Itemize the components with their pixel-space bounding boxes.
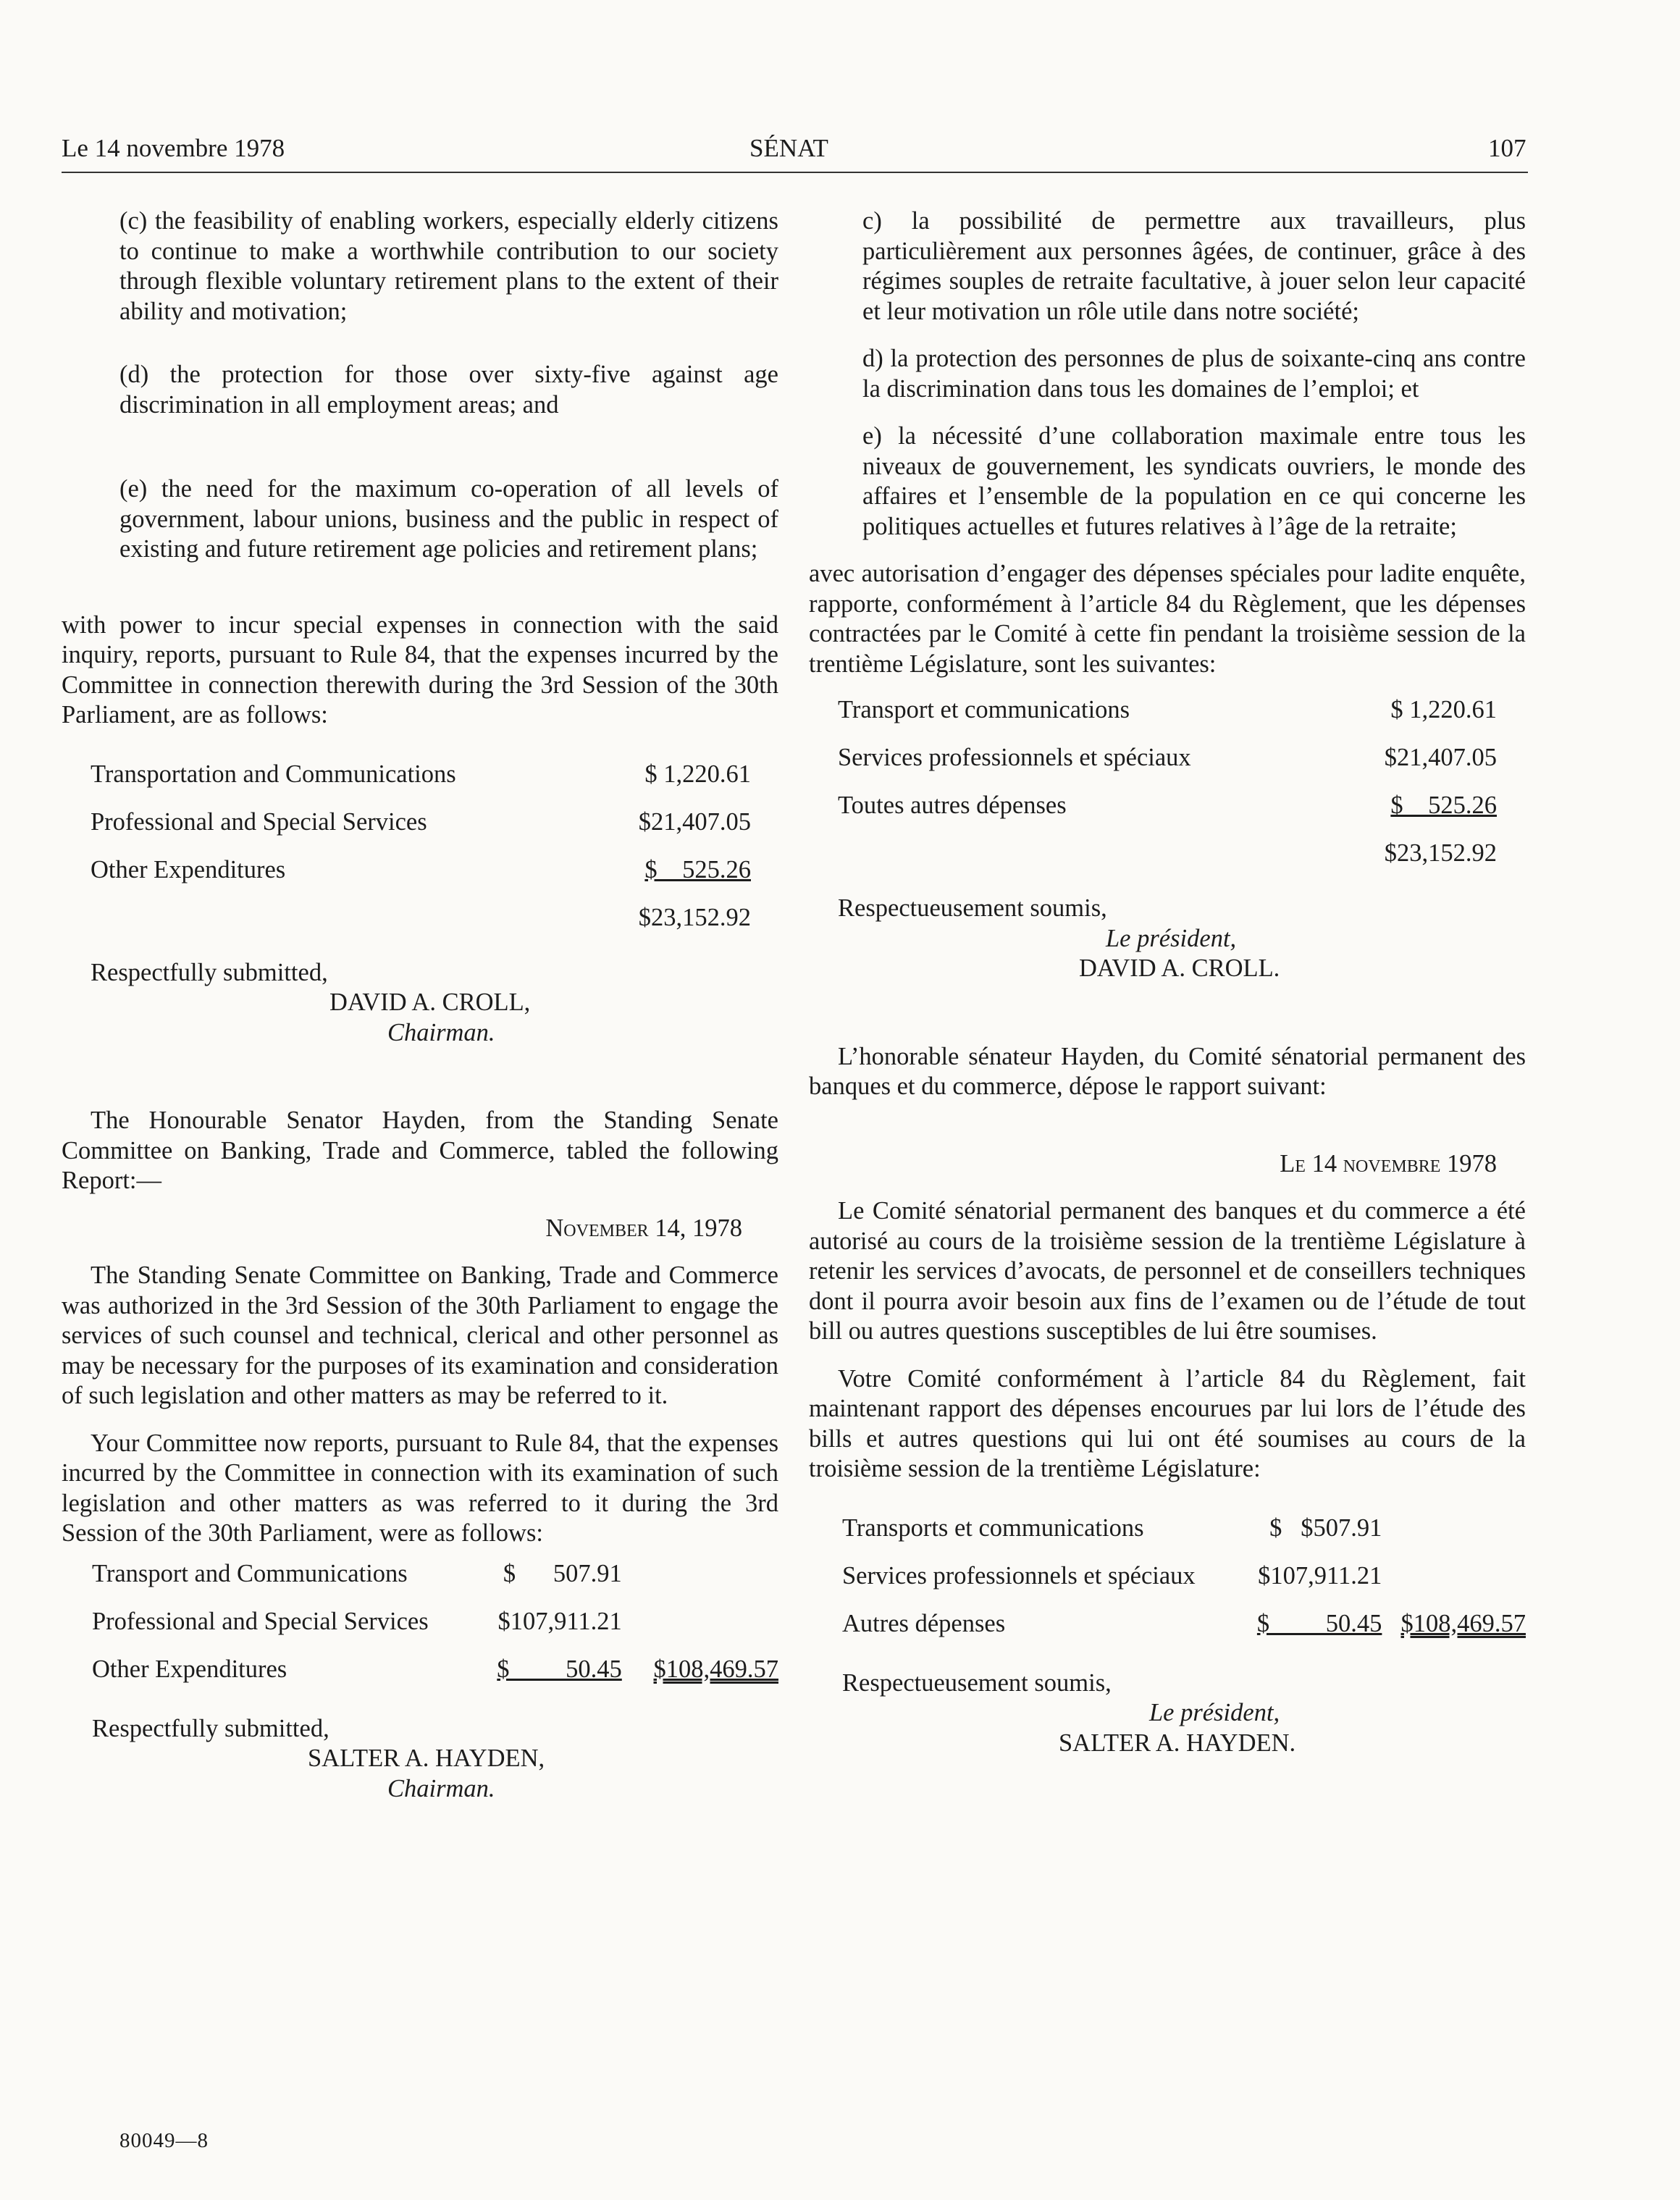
expense-total: $108,469.57	[1400, 1609, 1526, 1637]
expense-label: Transport et communications	[838, 696, 1130, 724]
expense-amount: $107,911.21	[1258, 1561, 1382, 1590]
expense-label: Autres dépenses	[842, 1609, 1006, 1637]
table-row	[92, 1598, 778, 1646]
expense-amount: $ 50.45	[497, 1655, 622, 1683]
expenses-table-1	[838, 687, 1497, 878]
table-row	[92, 1646, 778, 1694]
expense-amount: $ 50.45	[1256, 1609, 1382, 1637]
expense-label: Services professionnels et spéciaux	[842, 1561, 1196, 1590]
expense-amount: $ 1,220.61	[644, 760, 751, 788]
report-date: November 14, 1978	[545, 1214, 742, 1242]
table-row	[92, 1550, 778, 1598]
power-paragraph: avec autorisation d’engager des dépenses spéciales pour ladite enquête, rapporte, conformément à l’article 84 du Règlement, que les dépenses contractées par le Comité à cette fin pendant la troisième session de la trentième Législature, sont les suivantes:	[809, 560, 1526, 678]
signer-name: DAVID A. CROLL.	[1079, 954, 1280, 982]
expense-label: Professional and Special Services	[92, 1607, 429, 1635]
expense-total	[1382, 1505, 1526, 1553]
report-paragraph-2: Votre Comité conformément à l’article 84 du Règlement, fait maintenant rapport des dépenses encourues par lui lors de l’étude des bills et autres questions qui lui ont été soumises au cours de la troisième session de la trentième Législature:	[809, 1364, 1526, 1482]
expense-label: Professional and Special Services	[91, 807, 427, 836]
table-row	[838, 830, 1497, 878]
table-row	[842, 1600, 1526, 1648]
expenses-table-2	[842, 1505, 1526, 1648]
signer-name: SALTER A. HAYDEN,	[308, 1745, 545, 1772]
english-column	[62, 206, 778, 1804]
item-d: d) la protection des personnes de plus de soixante-cinq ans contre la discrimination dans tous les domaines de l’emploi; et	[862, 345, 1526, 403]
expenses-table-1	[91, 751, 751, 942]
expense-label: Services professionnels et spéciaux	[838, 744, 1191, 772]
table-row	[838, 687, 1497, 734]
table-row	[91, 751, 751, 799]
report-intro: The Honourable Senator Hayden, from the Standing Senate Committee on Banking, Trade and Commerce, tabled the following Report:—	[62, 1107, 778, 1194]
signer-role: Le président,	[1106, 924, 1237, 952]
report-paragraph-1: The Standing Senate Committee on Banking, Trade and Commerce was authorized in the 3rd Session of the 30th Parliament to engage the services of such counsel and technical, clerical and other personnel as may be necessary for the purposes of its examination and consideration of such legislation and other matters as may be referred to it.	[62, 1261, 778, 1409]
expense-amount: $107,911.21	[497, 1607, 622, 1635]
expense-amount: $21,407.05	[1384, 744, 1497, 772]
table-row	[842, 1553, 1526, 1600]
header-title: SÉNAT	[749, 134, 828, 162]
table-row	[91, 894, 751, 942]
french-column	[809, 206, 1526, 1758]
signer-role: Chairman.	[387, 1018, 495, 1046]
table-row	[838, 782, 1497, 830]
submitted-text: Respectueusement soumis,	[838, 894, 1107, 922]
item-c: (c) the feasibility of enabling workers, especially elderly citizens to continue to make a worthwhile contribution to our society through flexible voluntary retirement plans to the extent of their ability and motivation;	[119, 207, 778, 325]
expense-amount: $ 525.26	[1390, 792, 1497, 820]
report-intro: L’honorable sénateur Hayden, du Comité sénatorial permanent des banques et du commerce, dépose le rapport suivant:	[809, 1042, 1526, 1100]
expense-label: Toutes autres dépenses	[838, 792, 1067, 820]
submitted-text: Respectfully submitted,	[91, 958, 328, 986]
expense-amount: $ 1,220.61	[1390, 696, 1497, 724]
expense-total: $23,152.92	[1384, 839, 1497, 868]
expense-label: Other Expenditures	[92, 1655, 287, 1683]
page-number: 107	[1488, 134, 1526, 162]
submitted-text: Respectueusement soumis,	[842, 1668, 1112, 1697]
signer-role: Le président,	[1149, 1699, 1280, 1726]
table-row	[91, 799, 751, 847]
report-date	[809, 1149, 1526, 1180]
expense-amount: $ 525.26	[644, 855, 751, 883]
signer-name: DAVID A. CROLL,	[329, 988, 531, 1016]
header-rule	[62, 172, 1528, 173]
expense-total	[1382, 1553, 1526, 1600]
header-date: Le 14 novembre 1978	[62, 134, 285, 162]
item-c: c) la possibilité de permettre aux travailleurs, plus particulièrement aux personnes âgées, de continuer, grâce à des régimes souples de retraite facultative, à jouer selon leur capacité et leur motivation un rôle utile dans notre société;	[862, 207, 1526, 325]
expense-label: Transports et communications	[842, 1513, 1144, 1542]
expense-total: $108,469.57	[653, 1655, 778, 1683]
signer-name: SALTER A. HAYDEN.	[1059, 1729, 1296, 1757]
table-row	[91, 847, 751, 894]
power-paragraph: with power to incur special expenses in connection with the said inquiry, reports, pursuant to Rule 84, that the expenses incurred by the Committee in connection therewith during the 3rd Session of the 30th Parliament, are as follows:	[62, 610, 778, 729]
signer-role: Chairman.	[387, 1774, 495, 1802]
expense-total	[622, 1550, 778, 1598]
footer-code: 80049—8	[119, 2129, 209, 2152]
table-row	[842, 1505, 1526, 1553]
table-row	[838, 734, 1497, 782]
expense-amount: $21,407.05	[638, 807, 751, 836]
item-d: (d) the protection for those over sixty-five against age discrimination in all employment areas; and	[119, 361, 778, 419]
expense-amount: $ $507.91	[1269, 1513, 1382, 1542]
expense-total: $23,152.92	[638, 903, 751, 931]
expense-label: Transportation and Communications	[91, 760, 456, 788]
expense-label: Transport and Communications	[92, 1559, 408, 1587]
expense-total	[622, 1598, 778, 1646]
submitted-text: Respectfully submitted,	[92, 1714, 329, 1742]
expense-label: Other Expenditures	[91, 855, 286, 883]
report-date-text: Le 14 novembre 1978	[1280, 1149, 1497, 1177]
report-paragraph-1: Le Comité sénatorial permanent des banques et du commerce a été autorisé au cours de la troisième session de la trentième Législature à retenir les services d’avocats, de personnel et de conseillers techniques dont il pourra avoir besoin aux fins de l’examen ou de l’étude de tout bill ou autres questions susceptibles de lui être soumises.	[809, 1197, 1526, 1345]
item-e: e) la nécessité d’une collaboration maximale entre tous les niveaux de gouvernement, les syndicats ouvriers, le monde des affaires et l’ensemble de la population en ce qui concerne les politiques actuelles et futures relatives à l’âge de la retraite;	[862, 422, 1526, 540]
item-e: (e) the need for the maximum co-operation of all levels of government, labour unions, business and the public in respect of existing and future retirement age policies and retirement plans;	[119, 475, 778, 563]
expense-amount: $ 507.91	[503, 1559, 622, 1587]
expenses-table-2	[92, 1550, 778, 1694]
report-paragraph-2: Your Committee now reports, pursuant to Rule 84, that the expenses incurred by the Committee in connection with its examination of such legislation and other matters as was referred to it during the 3rd Session of the 30th Parliament, were as follows:	[62, 1429, 778, 1547]
